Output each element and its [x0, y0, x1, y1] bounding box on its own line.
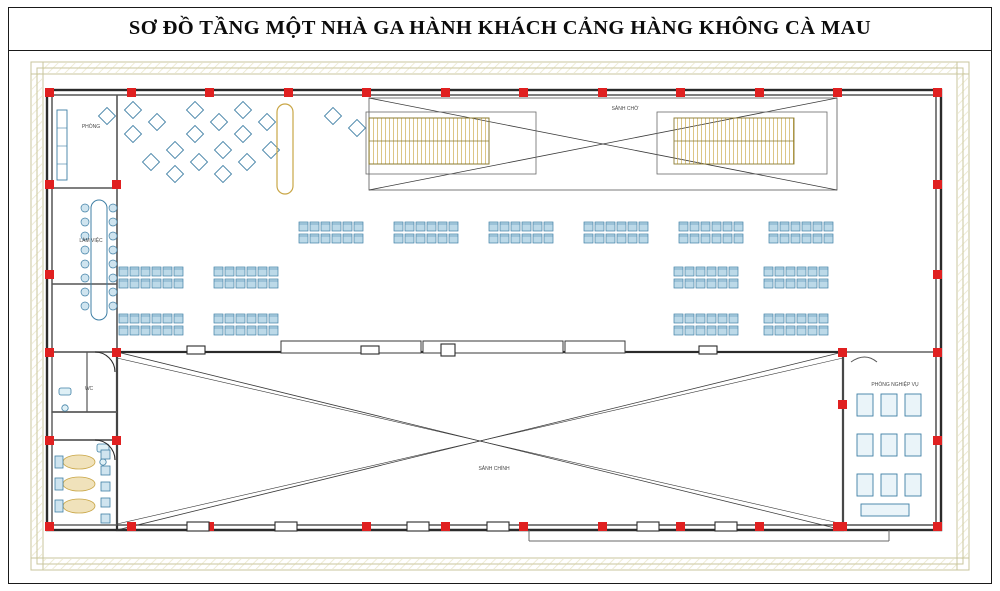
label-room-left-mid: LÀM VIỆC: [79, 238, 103, 244]
stair-left: [366, 112, 536, 174]
main-hall: [117, 352, 843, 530]
service-room-right: [843, 352, 936, 525]
building-outline-inner: [52, 95, 936, 525]
label-room-left-top: PHÒNG: [81, 124, 101, 130]
label-hall-lower: SẢNH CHÍNH: [478, 466, 510, 472]
left-counter: [57, 110, 67, 180]
building-outline: [47, 90, 941, 530]
title-block: [8, 7, 992, 51]
label-room-right: PHÒNG NGHIỆP VỤ: [871, 382, 919, 388]
office-meeting-table: [81, 200, 117, 320]
floor-plan-canvas: [9, 52, 991, 583]
cafe-tables: [99, 102, 366, 183]
waiting-seat-blocks: [119, 222, 833, 335]
canopy-line: [529, 530, 889, 541]
label-hall-upper: SẢNH CHỜ: [611, 106, 639, 112]
escalator-shaft: [277, 104, 293, 194]
label-room-left-low: WC: [84, 386, 94, 392]
stair-right: [657, 112, 827, 174]
floor-plan-svg: [9, 52, 991, 583]
doors: [95, 344, 737, 531]
page-title: SƠ ĐỒ TẦNG MỘT NHÀ GA HÀNH KHÁCH CẢNG HÀNG KHÔNG CÀ MAU: [128, 17, 872, 39]
